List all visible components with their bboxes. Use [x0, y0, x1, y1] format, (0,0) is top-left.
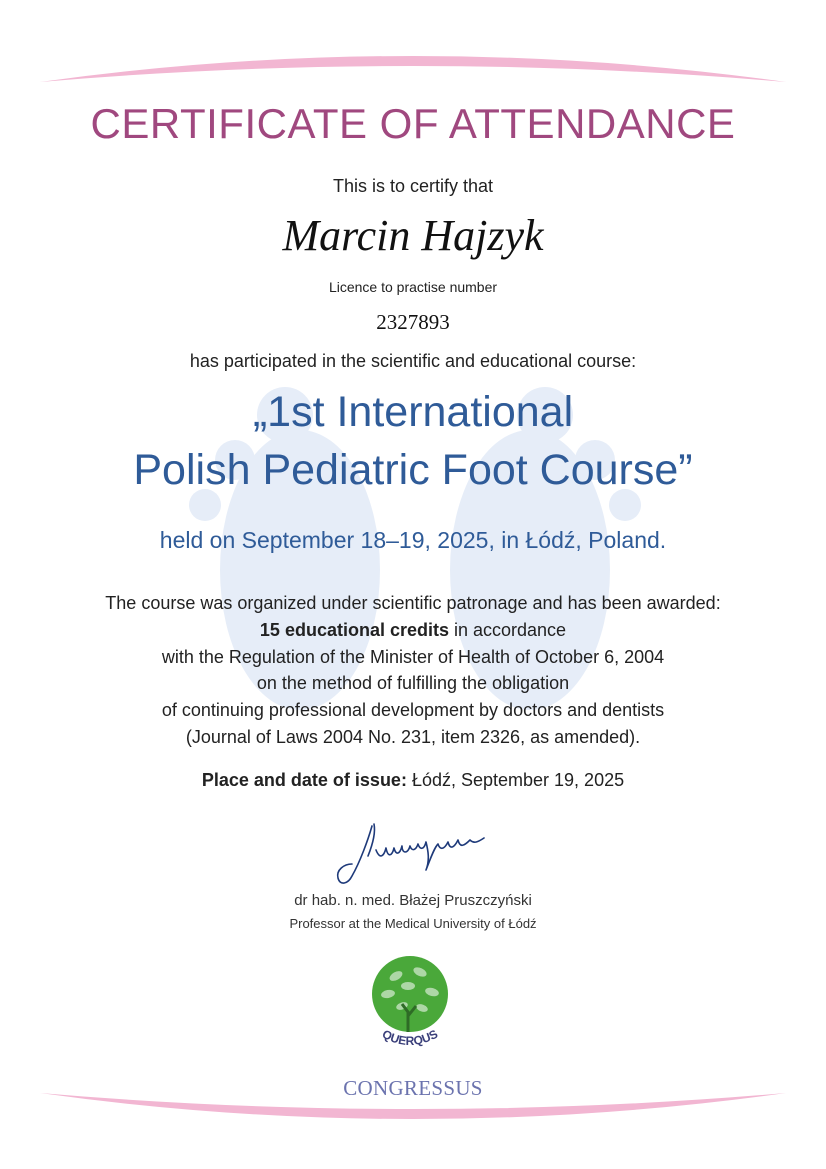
- body-line-3: with the Regulation of the Minister of Health of October 6, 2004: [161, 646, 665, 667]
- certificate-title: CERTIFICATE OF ATTENDANCE: [90, 100, 736, 147]
- signer-name: dr hab. n. med. Błażej Pruszczyński: [294, 892, 532, 909]
- participation-text: has participated in the scientific and educational course:: [189, 351, 637, 371]
- licence-label: Licence to practise number: [328, 279, 498, 295]
- issue-place-date: [0, 770, 826, 791]
- recipient-name: Marcin Hajzyk: [282, 211, 544, 260]
- issue-value: Łódź, September 19, 2025: [406, 770, 625, 790]
- body-line-4: on the method of fulfilling the obligation: [256, 673, 570, 694]
- licence-number: 2327893: [376, 310, 450, 334]
- body-line-5: of continuing professional development by doctors and dentists: [161, 700, 665, 721]
- credits-rest: in accordance: [449, 619, 567, 640]
- body-line-2: [0, 617, 826, 644]
- course-date-location: held on September 18–19, 2025, in Łódź, Poland.: [159, 527, 667, 553]
- bottom-swoosh-decoration: [0, 1085, 826, 1135]
- body-line-1: The course was organized under scientific patronage and has been awarded:: [105, 593, 721, 613]
- body-line-6: (Journal of Laws 2004 No. 231, item 2326, as amended).: [185, 726, 641, 747]
- course-title-line-1: „1st International: [252, 388, 574, 436]
- logo-text: QUERQUS: [379, 1026, 441, 1048]
- signer-role: Professor at the Medical University of Łódź: [289, 916, 537, 931]
- organizer-name: CONGRESSUS: [343, 1076, 483, 1100]
- certify-intro: This is to certify that: [332, 176, 494, 196]
- top-swoosh-decoration: [0, 40, 826, 90]
- credits-amount: 15 educational credits: [259, 619, 449, 640]
- handwritten-signature-icon: [330, 820, 500, 892]
- course-title-line-2: Polish Pediatric Foot Course”: [133, 446, 693, 494]
- oak-tree-logo-icon: [362, 952, 458, 1062]
- issue-label: Place and date of issue:: [201, 770, 407, 790]
- certificate-body: [0, 590, 826, 751]
